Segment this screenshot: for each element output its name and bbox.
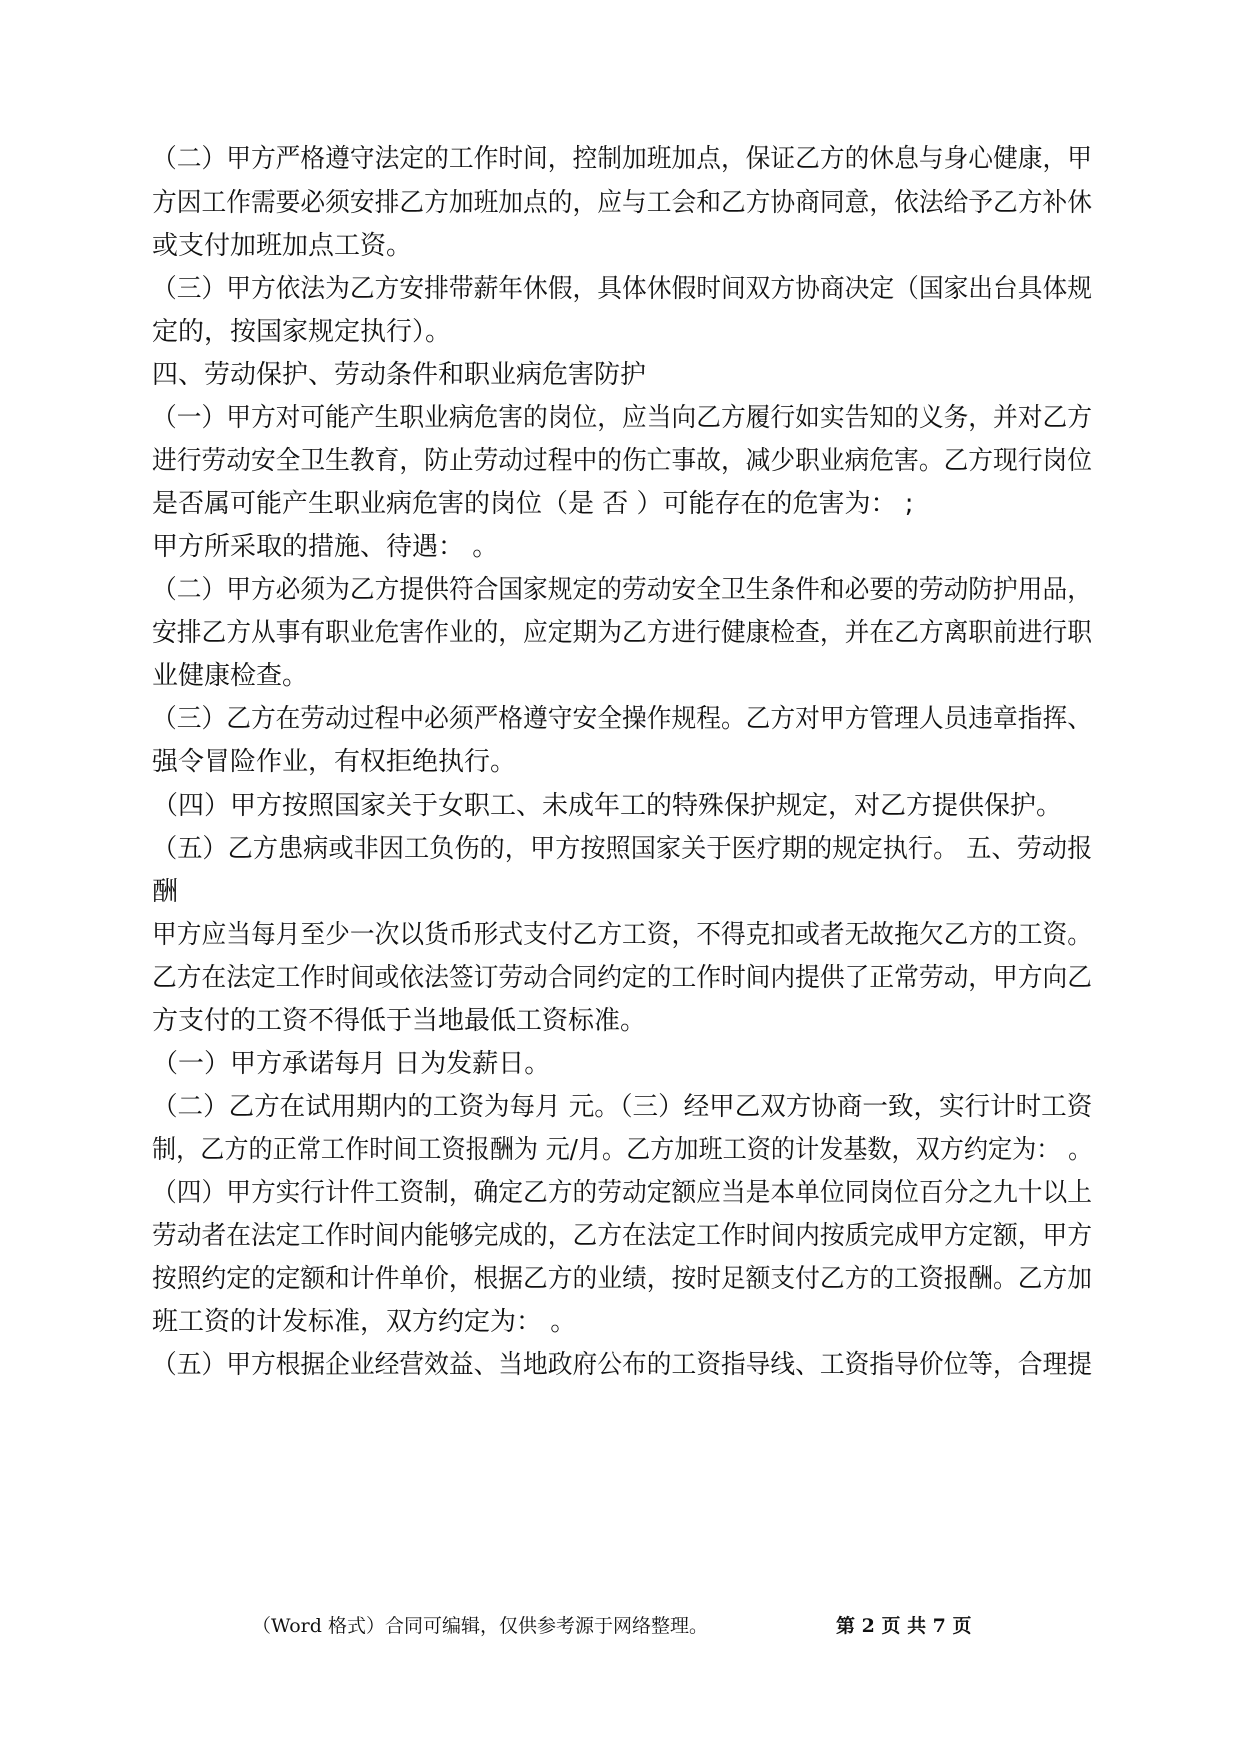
text-line: （三）乙方在劳动过程中必须严格遵守安全操作规程。乙方对甲方管理人员违章指挥、 <box>152 704 1092 734</box>
text-line: （二）甲方必须为乙方提供符合国家规定的劳动安全卫生条件和必要的劳动防护用品， <box>152 575 1092 605</box>
text-line: （二）乙方在试用期内的工资为每月 元。（三）经甲乙双方协商一致，实行计时工资 <box>152 1092 1093 1122</box>
text-line: 制，乙方的正常工作时间工资报酬为 元/月。乙方加班工资的计发基数，双方约定为： 。 <box>152 1135 1093 1165</box>
text-line: 方因工作需要必须安排乙方加班加点的，应与工会和乙方协商同意，依法给予乙方补休 <box>152 188 1092 218</box>
text-line: 业健康检查。 <box>152 661 309 691</box>
footer-note: （Word 格式）合同可编辑，仅供参考源于网络整理。 <box>252 1615 708 1637</box>
page-number: 第 2 页 共 7 页 <box>836 1615 972 1637</box>
text-line: 劳动者在法定工作时间内能够完成的，乙方在法定工作时间内按质完成甲方定额，甲方 <box>152 1221 1092 1251</box>
text-line: 是否属可能产生职业病危害的岗位（是 否 ）可能存在的危害为： ; <box>152 489 914 519</box>
text-line: 班工资的计发标准，双方约定为： 。 <box>152 1307 577 1337</box>
text-line: 方支付的工资不得低于当地最低工资标准。 <box>152 1006 647 1036</box>
text-line: （三）甲方依法为乙方安排带薪年休假，具体休假时间双方协商决定（国家出台具体规 <box>152 274 1092 304</box>
text-line: 甲方所采取的措施、待遇： 。 <box>152 532 499 562</box>
text-line: 强令冒险作业，有权拒绝执行。 <box>152 747 517 777</box>
section-heading: 四、劳动保护、劳动条件和职业病危害防护 <box>152 360 647 390</box>
text-line: 安排乙方从事有职业危害作业的，应定期为乙方进行健康检查，并在乙方离职前进行职 <box>152 618 1092 648</box>
text-line: （一）甲方对可能产生职业病危害的岗位，应当向乙方履行如实告知的义务，并对乙方 <box>152 403 1092 433</box>
text-line: （五）甲方根据企业经营效益、当地政府公布的工资指导线、工资指导价位等，合理提 <box>152 1350 1092 1380</box>
text-line: 酬 <box>152 877 179 907</box>
text-line: （四）甲方实行计件工资制，确定乙方的劳动定额应当是本单位同岗位百分之九十以上 <box>152 1178 1092 1208</box>
text-line: （五）乙方患病或非因工负伤的，甲方按照国家关于医疗期的规定执行。 五、劳动报 <box>152 834 1093 864</box>
text-line: 乙方在法定工作时间或依法签订劳动合同约定的工作时间内提供了正常劳动，甲方向乙 <box>152 963 1092 993</box>
text-line: 或支付加班加点工资。 <box>152 231 413 261</box>
text-line: 进行劳动安全卫生教育，防止劳动过程中的伤亡事故，减少职业病危害。乙方现行岗位 <box>152 446 1092 476</box>
text-line: 甲方应当每月至少一次以货币形式支付乙方工资，不得克扣或者无故拖欠乙方的工资。 <box>152 920 1092 950</box>
text-line: （一）甲方承诺每月 日为发薪日。 <box>152 1049 551 1079</box>
text-line: 定的，按国家规定执行）。 <box>152 317 452 347</box>
text-line: （二）甲方严格遵守法定的工作时间，控制加班加点，保证乙方的休息与身心健康，甲 <box>152 144 1092 174</box>
text-line: （四）甲方按照国家关于女职工、未成年工的特殊保护规定，对乙方提供保护。 <box>152 791 1063 821</box>
text-line: 按照约定的定额和计件单价，根据乙方的业绩，按时足额支付乙方的工资报酬。乙方加 <box>152 1264 1092 1294</box>
